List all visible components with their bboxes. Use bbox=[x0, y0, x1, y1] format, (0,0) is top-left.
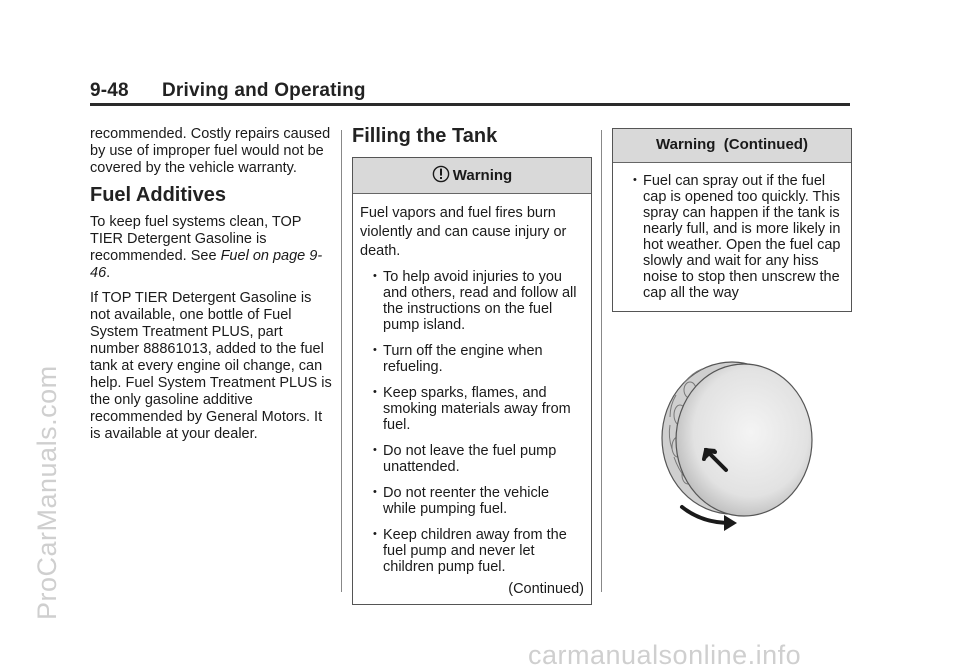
column-right bbox=[612, 128, 852, 312]
warning-header bbox=[353, 158, 591, 194]
column-divider bbox=[601, 130, 602, 592]
column-middle bbox=[352, 126, 592, 605]
warning-box bbox=[352, 157, 592, 605]
list-item: • Keep sparks, flames, and smoking materials away from fuel. bbox=[373, 385, 571, 433]
page-number: 9-48 bbox=[90, 80, 129, 101]
bullet-icon: • bbox=[373, 386, 377, 398]
list-item: • Do not leave the fuel pump unattended. bbox=[373, 443, 557, 475]
header-rule bbox=[90, 103, 850, 106]
continued-label: (Continued) bbox=[508, 581, 584, 597]
fuel-cap-illustration bbox=[640, 355, 840, 545]
watermark-left: ProCarManuals.com bbox=[32, 365, 62, 620]
warning-body bbox=[353, 194, 591, 604]
intro-paragraph: recommended. Costly repairs caused by use of improper fuel would not be covered by the vehicle warranty. bbox=[90, 126, 331, 176]
warning-title: Warning bbox=[452, 167, 513, 184]
fuel-page-link[interactable]: Fuel on page 9-46 bbox=[90, 248, 323, 281]
bullet-icon: • bbox=[373, 528, 377, 540]
list-item: • Fuel can spray out if the fuel cap is opened too quickly. This spray can happen if the tank is nearly full, and is more likely in hot weather. Open the fuel cap slowly and wait for any hiss noise to stop then unscrew the cap all the way bbox=[633, 173, 841, 301]
bullet-icon: • bbox=[373, 444, 377, 456]
warning-list bbox=[360, 269, 584, 575]
fuel-additives-paragraph-2: If TOP TIER Detergent Gasoline is not available, one bottle of Fuel System Treatment PLUS, part number 88861013, added to the fuel tank at every engine oil change, can help. Fuel System Treatment PLUS is the only gasoline additive recommended by General Motors. It is available at your dealer. bbox=[90, 290, 332, 442]
page-header bbox=[90, 80, 366, 102]
list-item: • Keep children away from the fuel pump and never let children pump fuel. bbox=[373, 527, 567, 575]
warning-continued-header: Warning (Continued) bbox=[613, 129, 851, 163]
bullet-icon: • bbox=[633, 174, 637, 186]
warning-continued-box bbox=[612, 128, 852, 312]
list-item: • To help avoid injuries to you and others, read and follow all the instructions on the fuel pump island. bbox=[373, 269, 577, 333]
warning-continued-list bbox=[620, 173, 844, 301]
watermark-bottom: carmanualsonline.info bbox=[528, 640, 802, 670]
filling-tank-heading: Filling the Tank bbox=[352, 125, 498, 147]
bullet-icon: • bbox=[373, 270, 377, 282]
column-divider bbox=[341, 130, 342, 592]
warning-icon bbox=[432, 165, 450, 183]
fuel-additives-heading: Fuel Additives bbox=[90, 184, 226, 206]
fuel-additives-paragraph-1: To keep fuel systems clean, TOP TIER Detergent Gasoline is recommended. See Fuel on page 9-46. bbox=[90, 214, 323, 281]
warning-continued-body bbox=[613, 163, 851, 311]
list-item: • Turn off the engine when refueling. bbox=[373, 343, 543, 375]
section-title: Driving and Operating bbox=[162, 80, 366, 101]
list-item: • Do not reenter the vehicle while pumping fuel. bbox=[373, 485, 550, 517]
warning-intro: Fuel vapors and fuel fires burn violently and can cause injury or death. bbox=[360, 205, 567, 259]
bullet-icon: • bbox=[373, 486, 377, 498]
column-left bbox=[90, 126, 335, 451]
bullet-icon: • bbox=[373, 344, 377, 356]
